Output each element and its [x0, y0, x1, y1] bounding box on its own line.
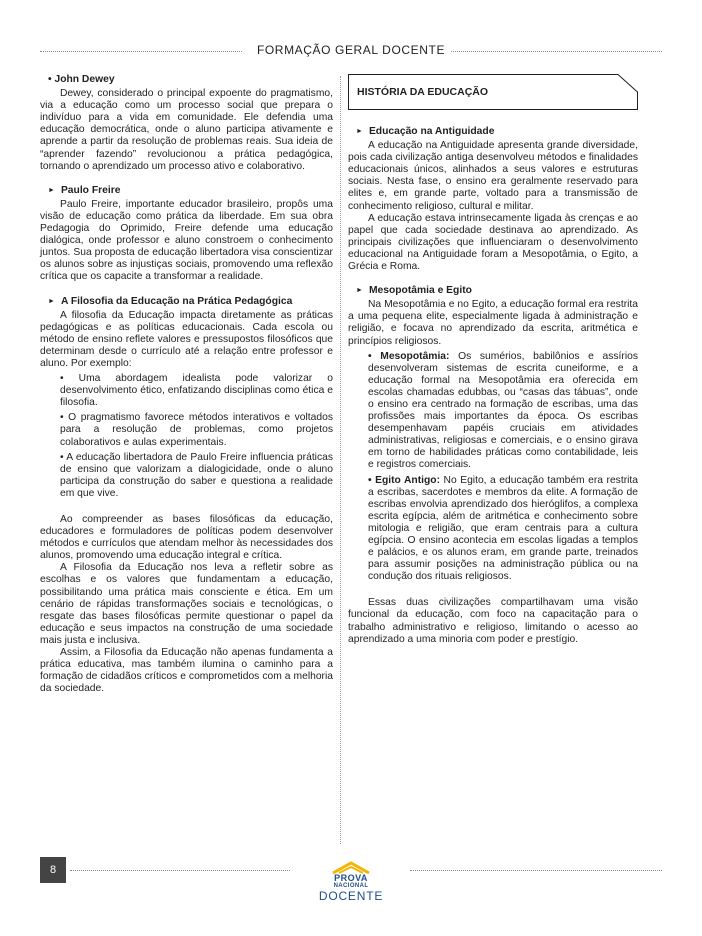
freire-heading-row	[40, 185, 333, 197]
dewey-heading: • John Dewey	[48, 74, 115, 85]
footer-rule-left	[70, 870, 290, 871]
antiguidade-paragraph-2: A educação estava intrinsecamente ligada às crenças e ao papel que cada sociedade destinava ao aprendizado. As principais civilizações que influenciaram o desenvolvimento educacional na Antiguidade foram a Mesopotâmia, o Egito, a Grécia e Roma.	[348, 212, 638, 273]
antiguidade-paragraph-1: A educação na Antiguidade apresenta grande diversidade, pois cada civilização antiga desenvolveu métodos e finalidades educacionais únicos, alinhados a seus valores e estruturas sociais. Nesta fase, o ensino era geralmente reservado para elites e, em grande parte, voltado para a transmissão de conhecimento religioso, cultural e militar.	[348, 140, 638, 212]
meso-intro: Na Mesopotâmia e no Egito, a educação formal era restrita a uma pequena elite, especialmente ligada à administração e religião, e focava no aprendizado da escrita, aritmética e princípios religiosos.	[348, 299, 638, 347]
right-column	[348, 74, 638, 646]
egito-label: • Egito Antigo:	[368, 474, 441, 486]
graduation-cap-icon	[329, 860, 373, 874]
column-divider	[340, 76, 341, 844]
section-title: HISTÓRIA DA EDUCAÇÃO	[357, 86, 489, 98]
section-title-box	[348, 74, 638, 110]
spacer	[348, 583, 638, 597]
closing-paragraph: Assim, a Filosofia da Educação não apenas fundamenta a prática educativa, mas também ilumina o caminho para a formação de cidadãos críticos e comprometidos com a melhoria da sociedade.	[40, 647, 333, 695]
triangle-bullet-icon: ►	[356, 128, 363, 135]
footer-rule-right	[410, 870, 662, 871]
meso-bullet-text: Os sumérios, babilônios e assírios desenvolveram sistemas de escrita cuneiforme, e a educação formal na Mesopotâmia era oferecida em escolas chamadas edubbas, ou “casas das tábuas”, onde o ensino era centrado na formação de escribas, uma das profissões mais importantes da época. Os escribas desempenhavam papéis cruciais em atividades administrativas, religiosas e comerciais, e o ensino girava em torno de habilidades práticas como contabilidade, leis e registros comerciais.	[368, 350, 638, 471]
logo-line-2: NACIONAL	[333, 883, 369, 889]
page-number: 8	[40, 857, 66, 883]
filosofia-paragraph: A filosofia da Educação impacta diretamente as práticas pedagógicas e as políticas educacionais. Cada escola ou método de ensino reflete valores e pressupostos filosóficos que determinam desde o currículo até a relação entre professor e aluno. Por exemplo:	[40, 309, 333, 369]
spacer	[40, 500, 333, 514]
list-item	[348, 351, 638, 472]
meso-label: • Mesopotâmia:	[368, 350, 450, 362]
egito-bullet-text: No Egito, a educação também era restrita a escribas, sacerdotes e membros da elite. A formação de escribas envolvia aprendizado dos hieróglifos, a complexa escrita egípcia, além de aritmética e conhecimento sobre mitologia e religião, que eram centrais para a cultura egípcia. O ensino acontecia em escolas ligadas a templos e palácios, e os alunos eram, em grande parte, treinados para assumir posições na administração pública ou na condução dos rituais religiosos.	[368, 474, 638, 583]
logo-line-3: DOCENTE	[318, 889, 384, 903]
triangle-bullet-icon: ►	[48, 186, 55, 194]
triangle-bullet-icon: ►	[356, 287, 363, 295]
filosofia-heading-row	[40, 296, 333, 308]
meso-heading-row	[348, 285, 638, 297]
list-item: • Uma abordagem idealista pode valorizar o desenvolvimento ético, enfatizando disciplinas como ética e filosofia.	[60, 373, 333, 409]
filosofia-heading: A Filosofia da Educação na Prática Pedagógica	[60, 295, 293, 307]
closing-paragraph: A Filosofia da Educação nos leva a refletir sobre as escolhas e os valores que fundamentam a educação, possibilitando uma prática mais consciente e ética. Em um cenário de rápidas transformações sociais e tecnológicas, o resgate das bases filosóficas permite questionar o papel da educação e seus impactos na construção de uma sociedade mais justa e inclusiva.	[40, 562, 333, 646]
freire-paragraph: Paulo Freire, importante educador brasileiro, propôs uma visão de educação como prática da liberdade. Em sua obra Pedagogia do Oprimido, Freire defende uma educação dialógica, onde professor e aluno constroem o conhecimento juntos. Sua proposta de educação libertadora visa conscientizar os alunos sobre as injustiças sociais, promovendo uma reflexão crítica que os capacite a transformar a realidade.	[40, 198, 333, 283]
running-header	[0, 43, 702, 57]
dewey-paragraph: Dewey, considerado o principal expoente do pragmatismo, via a educação como um processo social que prepara o indivíduo para a vida em comunidade. Ele defendia uma educação democrática, onde o aluno participa ativamente e aprende a partir da resolução de problemas reais. Sua ideia de “aprender fazendo” revolucionou a prática pedagógica, tornando o aprendizado um processo ativo e colaborativo.	[40, 88, 333, 172]
right-closing-paragraph: Essas duas civilizações compartilhavam uma visão funcional da educação, com foco na capacitação para o trabalho administrativo e religioso, limitando o acesso ao aprendizado a uma minoria com poder e prestígio.	[348, 597, 638, 645]
list-item: • A educação libertadora de Paulo Freire influencia práticas de ensino que valorizam a dialogicidade, onde o aluno participa da construção do saber e questiona a realidade em que vive.	[60, 451, 333, 499]
freire-heading: Paulo Freire	[60, 184, 121, 196]
left-column	[40, 74, 333, 695]
prova-nacional-docente-logo	[306, 860, 396, 916]
meso-heading: Mesopotâmia e Egito	[368, 285, 472, 297]
list-item	[348, 475, 638, 584]
header-title: FORMAÇÃO GERAL DOCENTE	[251, 43, 451, 57]
logo-line-1: PROVA	[334, 873, 368, 883]
antiguidade-heading: Educação na Antiguidade	[368, 126, 495, 137]
triangle-bullet-icon: ►	[48, 297, 55, 305]
antiguidade-heading-row	[348, 126, 638, 138]
list-item: • O pragmatismo favorece métodos interativos e voltados para a resolução de problemas, como projetos colaborativos e aulas experimentais.	[60, 412, 333, 448]
closing-paragraph: Ao compreender as bases filosóficas da educação, educadores e formuladores de políticas podem desenvolver métodos e currículos que atendam melhor às necessidades dos alunos, promovendo uma educação integral e crítica.	[40, 514, 333, 562]
